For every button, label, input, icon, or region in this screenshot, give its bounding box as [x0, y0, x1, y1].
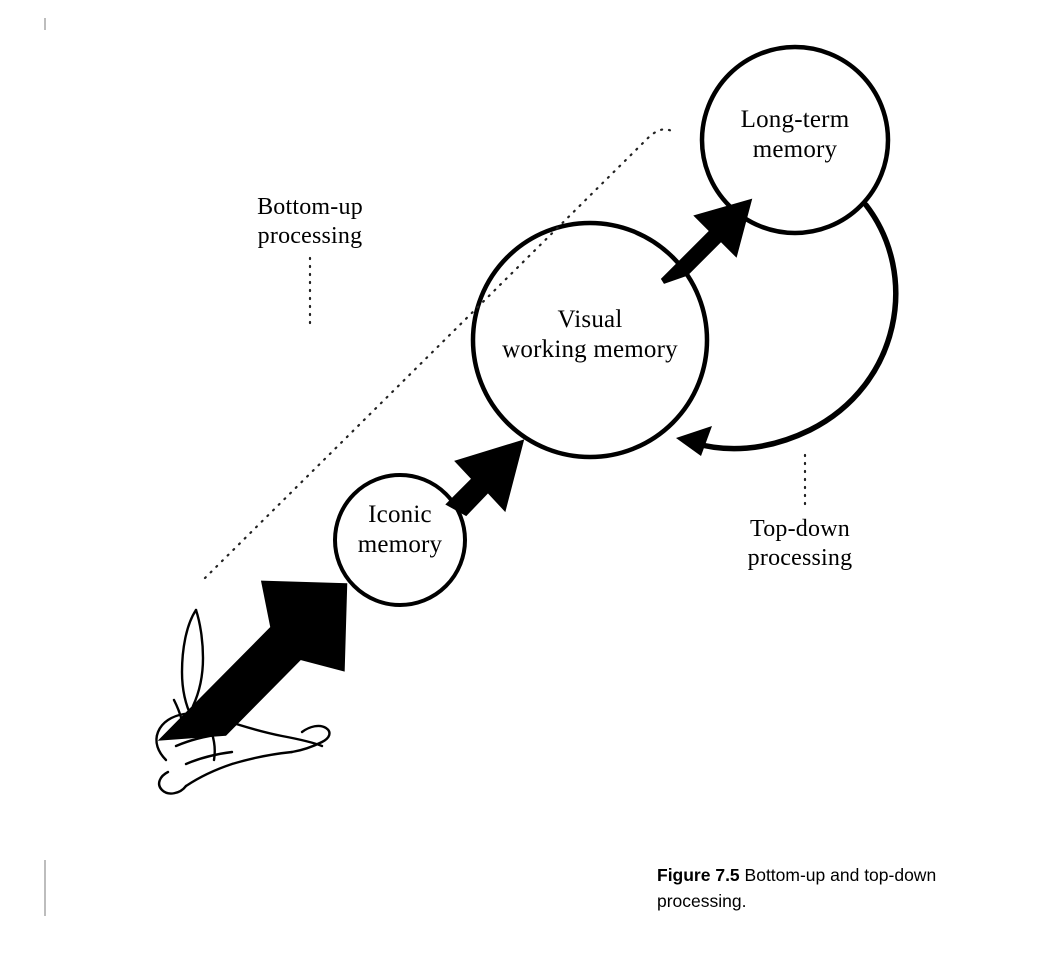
node-label-line-2: memory [752, 135, 838, 163]
arrow-vwm-to-ltm [663, 203, 748, 281]
scan-artifact-bottom [44, 860, 46, 916]
flow-label-line-1: Top-down [750, 516, 850, 542]
arrowhead-top-down [676, 426, 712, 456]
node-iconic-memory [335, 475, 465, 605]
flow-label-top-down [690, 515, 910, 573]
flow-label-bottom-up [185, 193, 435, 251]
node-label-line-2: working memory [502, 335, 678, 363]
flow-label-line-1: Bottom-up [257, 194, 363, 220]
figure-caption-text: Bottom-up and top-down processing. [657, 865, 937, 912]
node-label-line-2: memory [357, 530, 443, 558]
scan-artifact-top [44, 18, 46, 30]
node-label-line-1: Long-term [740, 106, 850, 133]
node-label-line-1: Visual [557, 306, 623, 333]
node-visual-working-memory [473, 223, 707, 457]
arrow-hand-to-iconic [181, 590, 338, 730]
flow-label-line-2: processing [257, 222, 363, 249]
node-label-line-1: Iconic [368, 501, 432, 528]
figure-caption [657, 862, 987, 915]
arrow-iconic-to-vwm [456, 449, 515, 508]
figure-number: Figure 7.5 [657, 865, 740, 885]
flow-label-line-2: processing [747, 544, 853, 571]
